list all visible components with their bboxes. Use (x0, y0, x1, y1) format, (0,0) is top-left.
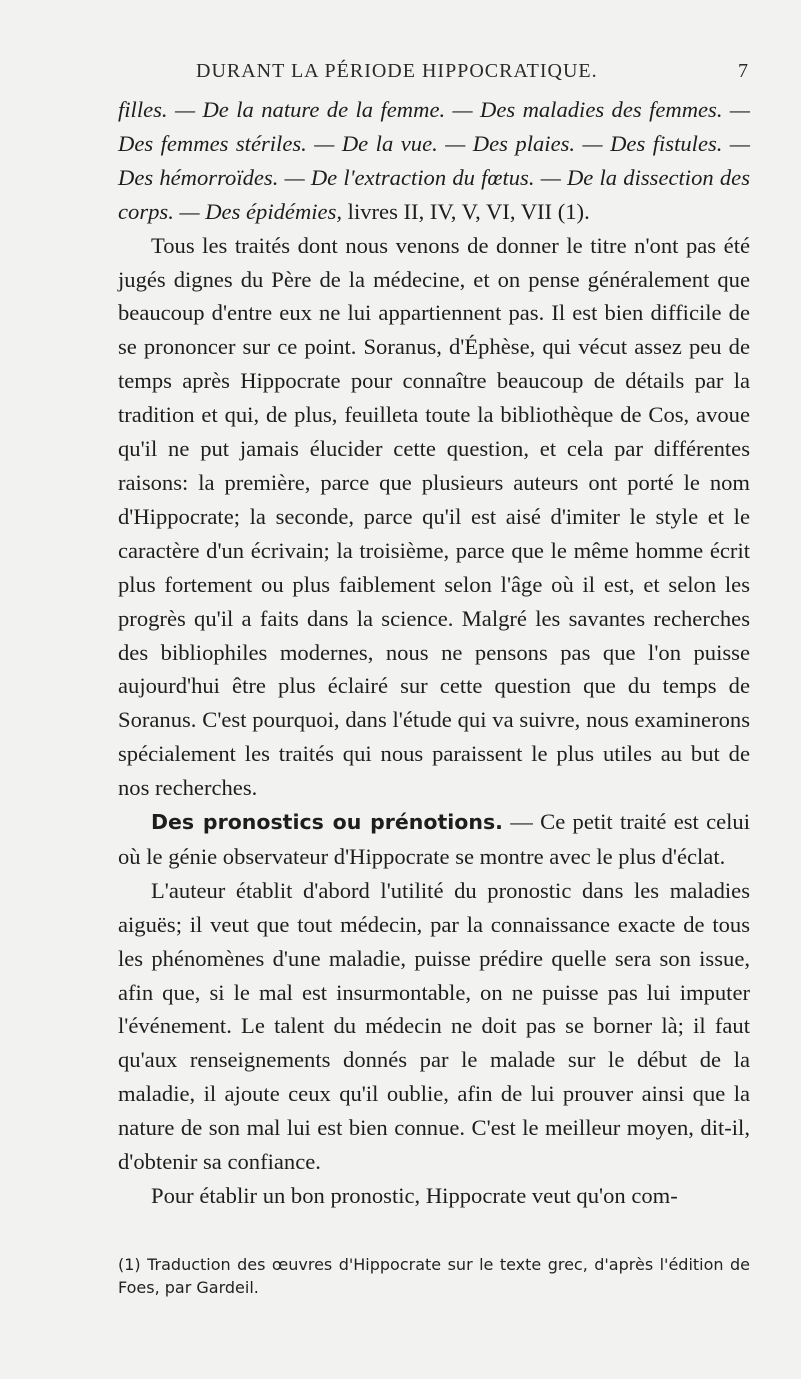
running-head (118, 60, 748, 90)
body-text (118, 93, 750, 1213)
section-paragraph (118, 805, 750, 874)
footnote (118, 1253, 750, 1299)
section-intro-text: — Ce petit traité est celui où le génie observateur d'Hippocrate se montre avec le plus d'éclat. (118, 809, 750, 869)
section-heading: Des pronostics ou prénotions. (151, 810, 503, 835)
intro-paragraph (118, 93, 750, 229)
paragraph-continued: Pour établir un bon pronostic, Hippocrate veut qu'on com- (151, 1183, 678, 1208)
footnote-text: (1) Traduction des œuvres d'Hippocrate sur le texte grec, d'après l'édition de Foes, par Gardeil. (118, 1255, 750, 1297)
treatise-titles-tail: livres II, IV, V, VI, VII (1). (342, 198, 590, 224)
page-number: 7 (738, 60, 748, 82)
paragraph-authorship: Tous les traités dont nous venons de donner le titre n'ont pas été jugés dignes du Père de la médecine, et on pense généralement que beaucoup d'entre eux ne lui appartiennent pas. Il est bien difficile de se prononcer sur ce point. Soranus, d'Éphèse, qui vécut assez peu de temps après Hippocrate pour connaître beaucoup de détails par la tradition et qui, de plus, feuilleta toute la bibliothèque de Cos, avoue qu'il ne put jamais élucider cette question, et cela par différentes raisons: la première, parce que plusieurs auteurs ont porté le nom d'Hippocrate; la seconde, parce qu'il est aisé d'imiter le style et le caractère d'un écrivain; la troisième, parce que le même homme écrit plus fortement ou plus faiblement selon l'âge où il est, et selon les progrès qu'il a faits dans la science. Malgré les savantes recherches des bibliophiles modernes, nous ne pensons pas que l'on puisse aujourd'hui être plus éclairé sur cette question que du temps de Soranus. C'est pourquoi, dans l'étude qui va suivre, nous examinerons spécialement les traités qui nous paraissent le plus utiles au but de nos recherches. (118, 232, 750, 801)
paragraph-prognostic-utility: L'auteur établit d'abord l'utilité du pronostic dans les maladies aiguës; il veut que tout médecin, par la connaissance exacte de tous les phénomènes d'une maladie, puisse prédire quelle sera son issue, afin que, si le mal est insurmontable, on ne puisse pas lui imputer l'événement. Le talent du médecin ne doit pas se borner là; il faut qu'aux renseignements donnés par le malade sur le début de la maladie, il ajoute ceux qu'il oublie, afin de lui prouver ainsi que la nature de son mal lui est bien connue. C'est le meilleur moyen, dit-il, d'obtenir sa confiance. (118, 877, 750, 1175)
running-title: DURANT LA PÉRIODE HIPPOCRATIQUE. (196, 60, 598, 82)
treatise-titles-list: filles. — De la nature de la femme. — Des maladies des femmes. — Des femmes stériles. — De la vue. — Des plaies. — Des fistules. — Des hémorroïdes. — De l'extraction du fœtus. — De la dissection des corps. — Des épidémies, (118, 97, 750, 224)
